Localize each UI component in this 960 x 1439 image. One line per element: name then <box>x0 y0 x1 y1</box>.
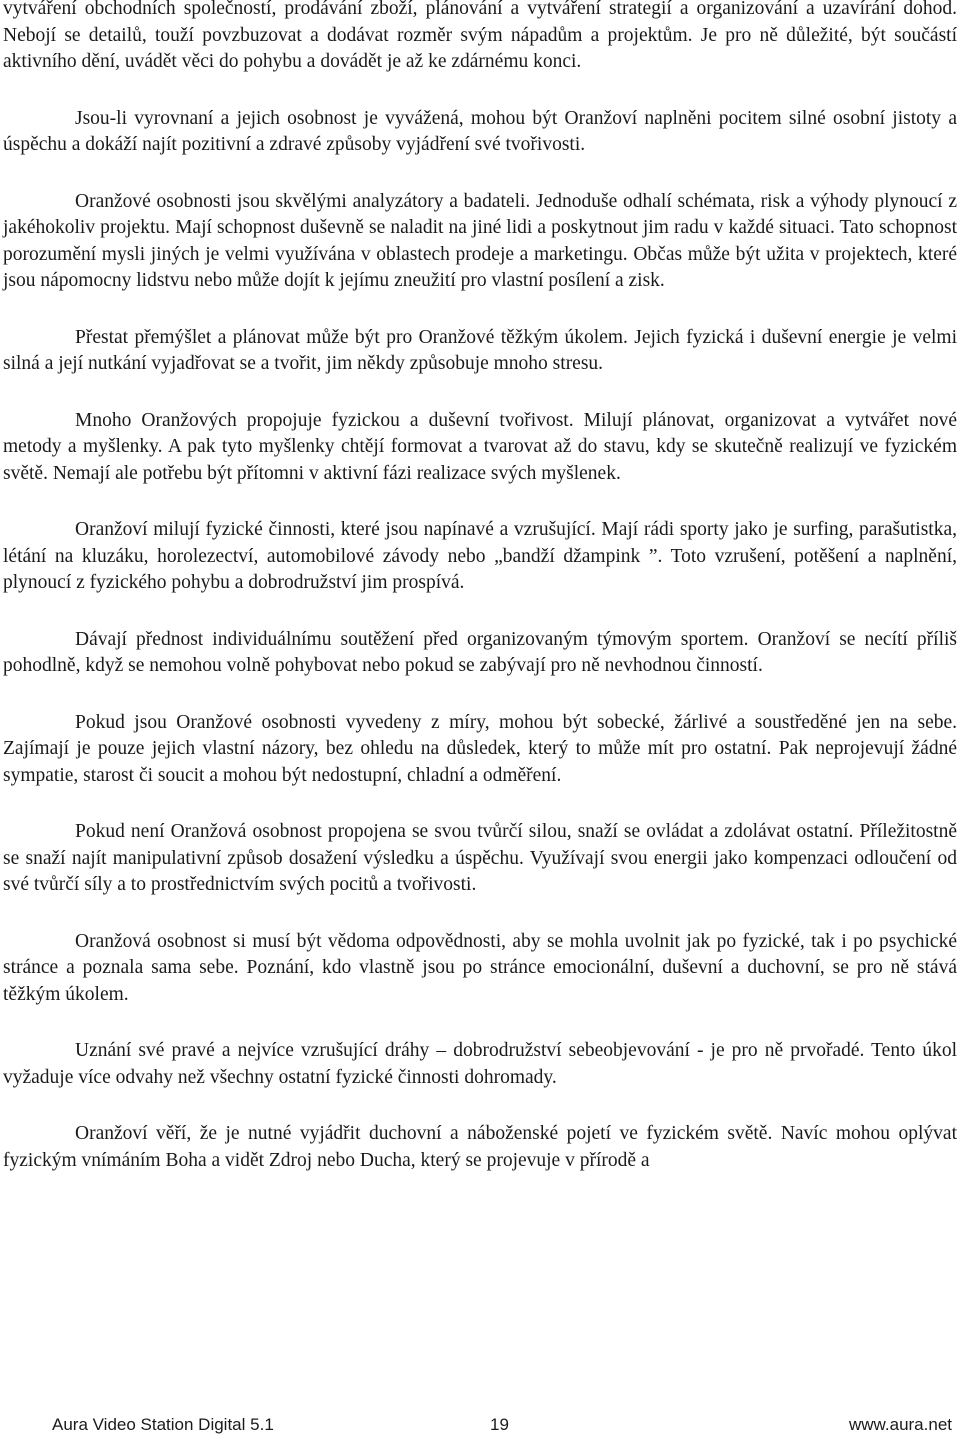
paragraph-8: Pokud jsou Oranžové osobnosti vyvedeny z míry, mohou být sobecké, žárlivé a soustředěné jen na sebe. Zajímají je pouze jejich vlastní názory, bez ohledu na důsledek, který to může mít pro ostatní. Pak neprojevují žádné sympatie, starost či soucit a mohou být nedostupní, chladní a odměření. <box>3 711 957 786</box>
page-footer <box>52 1415 952 1439</box>
document-page <box>3 0 957 1204</box>
paragraph-1: vytváření obchodních společností, prodávání zboží, plánování a vytváření strategií a organizování a uzavírání dohod. Nebojí se detailů, touží povzbuzovat a dodávat rozměr svým nápadům a projektům. Je pro ně důležité, být součástí aktivního dění, uvádět věci do pohybu a dovádět je až ke zdárnému konci. <box>3 0 957 72</box>
paragraph-12: Oranžoví věří, že je nutné vyjádřit duchovní a náboženské pojetí ve fyzickém světě. Navíc mohou oplývat fyzickým vnímáním Boha a vidět Zdroj nebo Ducha, který se projevuje v přírodě a <box>3 1123 957 1171</box>
paragraph-9: Pokud není Oranžová osobnost propojena se svou tvůrčí silou, snaží se ovládat a zdolávat ostatní. Příležitostně se snaží najít manipulativní způsob dosažení výsledku a úspěchu. Využívají svou energii jako kompenzaci odloučení od své tvůrčí síly a to prostřednictvím svých pocitů a tvořivosti. <box>3 821 957 895</box>
paragraph-3: Oranžové osobnosti jsou skvělými analyzátory a badateli. Jednoduše odhalí schémata, risk a výhody plynoucí z jakéhokoliv projektu. Mají schopnost duševně se naladit na jiné lidi a poskytnout jim radu v každé situaci. Tato schopnost porozumění mysli jiných je velmi využívána v oblastech prodeje a marketingu. Občas může být užita v projektech, které jsou nápomocny lidstvu nebo může dojít k jejímu zneužití pro vlastní posílení a zisk. <box>3 190 957 291</box>
footer-publication: Aura Video Station Digital 5.1 <box>52 1415 274 1434</box>
paragraph-2: Jsou-li vyrovnaní a jejich osobnost je vyvážená, mohou být Oranžoví naplněni pocitem silné osobní jistoty a úspěchu a dokáží najít pozitivní a zdravé způsoby vyjádření své tvořivosti. <box>3 107 957 155</box>
footer-website: www.aura.net <box>849 1415 952 1434</box>
paragraph-6: Oranžoví milují fyzické činnosti, které jsou napínavé a vzrušující. Mají rádi sporty jako je surfing, parašutistka, létání na kluzáku, horolezectví, automobilové závody nebo „bandží džampink ”. Toto vzrušení, potěšení a naplnění, plynoucí z fyzického pohybu a dobrodružství jim prospívá. <box>3 519 957 593</box>
paragraph-4: Přestat přemýšlet a plánovat může být pro Oranžové těžkým úkolem. Jejich fyzická i duševní energie je velmi silná a její nutkání vyjadřovat se a tvořit, jim někdy způsobuje mnoho stresu. <box>3 326 957 374</box>
paragraph-7: Dávají přednost individuálnímu soutěžení před organizovaným týmovým sportem. Oranžoví se necítí příliš pohodlně, když se nemohou volně pohybovat nebo pokud se zabývají pro ně nevhodnou činností. <box>3 628 957 676</box>
paragraph-10: Oranžová osobnost si musí být vědoma odpovědnosti, aby se mohla uvolnit jak po fyzické, tak i po psychické stránce a poznala sama sebe. Poznání, kdo vlastně jsou po stránce emocionální, duševní a duchovní, se pro ně stává těžkým úkolem. <box>3 930 957 1005</box>
page-number: 19 <box>490 1415 509 1434</box>
paragraph-5: Mnoho Oranžových propojuje fyzickou a duševní tvořivost. Milují plánovat, organizovat a vytvářet nové metody a myšlenky. A pak tyto myšlenky chtějí formovat a tvarovat až do stavu, kdy se skutečně realizují ve fyzickém světě. Nemají ale potřebu být přítomni v aktivní fázi realizace svých myšlenek. <box>3 409 957 484</box>
paragraph-11: Uznání své pravé a nejvíce vzrušující dráhy – dobrodružství sebeobjevování - je pro ně prvořadé. Tento úkol vyžaduje více odvahy než všechny ostatní fyzické činnosti dohromady. <box>3 1040 957 1088</box>
